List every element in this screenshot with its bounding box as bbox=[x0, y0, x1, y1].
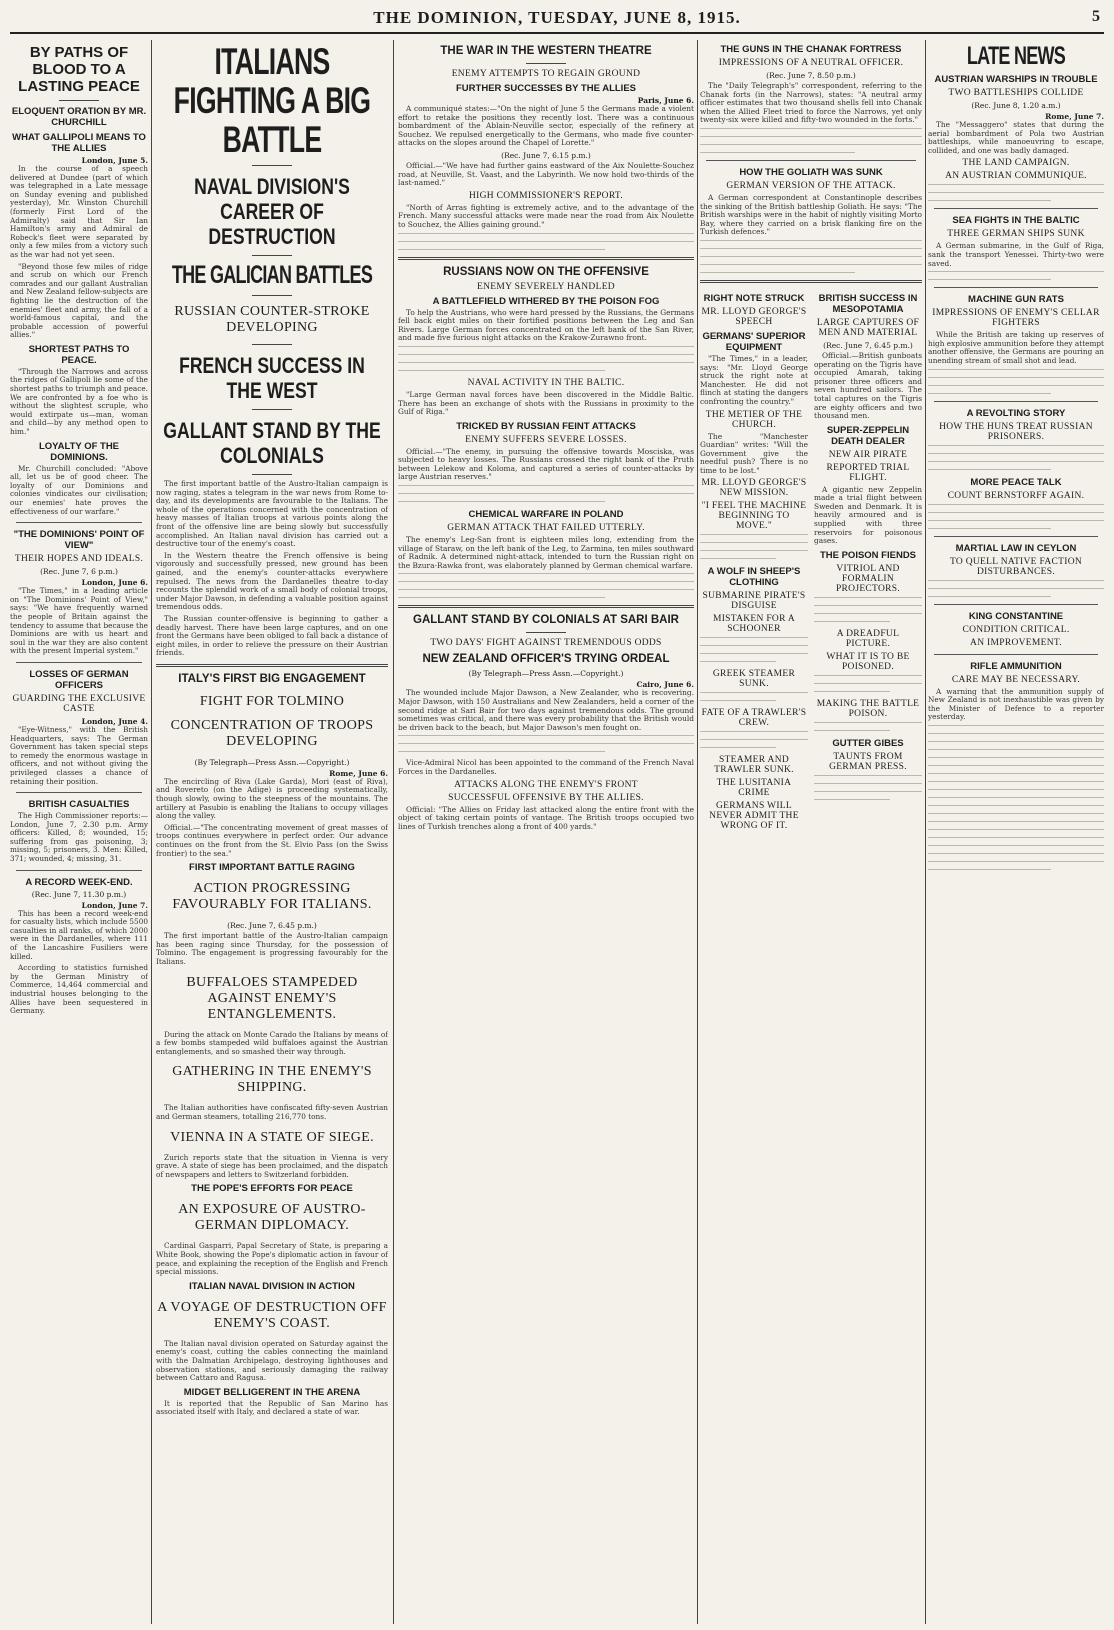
subheading: HIGH COMMISSIONER'S REPORT. bbox=[469, 190, 623, 201]
section-heading: TRICKED BY RUSSIAN FEINT ATTACKS bbox=[456, 420, 636, 432]
received-note: (Rec. June 8, 1.20 a.m.) bbox=[971, 101, 1061, 110]
subheading: MISTAKEN FOR A SCHOONER bbox=[712, 614, 796, 635]
headline: THE GALICIAN BATTLES bbox=[171, 261, 373, 289]
section-heading: LOSSES OF GERMAN OFFICERS bbox=[29, 668, 129, 691]
column-rule bbox=[393, 40, 394, 1624]
column-rule bbox=[925, 40, 926, 1624]
article-paragraph: To help the Austrians, who were hard pressed by the Russians, the Germans fell back eight miles on their fortified positions between the Leg and San Rivers. Large German forces concentrated on the left bank of the San River, and made five furious night attacks on the Krakow-Zurawno front. bbox=[398, 307, 694, 343]
subheading: TAUNTS FROM GERMAN PRESS. bbox=[829, 751, 907, 772]
column-rule bbox=[697, 40, 698, 1624]
subheading: MAKING THE BATTLE POISON. bbox=[816, 698, 920, 719]
subheading: NAVAL ACTIVITY IN THE BALTIC. bbox=[467, 377, 625, 388]
subheading: IMPRESSIONS OF A NEUTRAL OFFICER. bbox=[718, 58, 904, 68]
subheading: VIENNA IN A STATE OF SIEGE. bbox=[170, 1129, 374, 1145]
credit-line: (By Telegraph—Press Assn.—Copyright.) bbox=[468, 669, 624, 679]
article-paragraph: During the attack on Monte Carado the Italians by means of a few bombs stampeded wild buffaloes against the Austrian entanglements, and so smashed their way through. bbox=[156, 1029, 388, 1056]
section-heading: MIDGET BELLIGERENT IN THE ARENA bbox=[183, 1386, 361, 1398]
divider bbox=[700, 280, 922, 283]
section-heading: A BATTLEFIELD WITHERED BY THE POISON FOG bbox=[432, 295, 660, 307]
headline: THE GUNS IN THE CHANAK FORTRESS bbox=[720, 44, 902, 55]
text-filler bbox=[398, 485, 694, 502]
text-filler bbox=[700, 534, 808, 559]
article-paragraph: It is reported that the Republic of San Marino has associated itself with Italy, and declared a state of war. bbox=[156, 1398, 388, 1417]
article-paragraph: A communiqué states:—"On the night of June 5 the Germans made a violent effort to retake the positions they recently lost. There was a continuous bombardment of the Ablain-Neuville sector, especially of the refinery at Souchez. We repulsed energetically to the Germans, who made five counter-attacks on the slopes around the Chapel of Lorette." bbox=[398, 104, 694, 148]
subheading: THE LAND CAMPAIGN. bbox=[962, 158, 1070, 169]
section-heading: "THE DOMINIONS' POINT OF VIEW" bbox=[13, 529, 145, 552]
subheading: ENEMY ATTEMPTS TO REGAIN GROUND bbox=[451, 69, 641, 79]
subheading: ATTACKS ALONG THE ENEMY'S FRONT bbox=[454, 779, 638, 790]
article-paragraph: The Russian counter-offensive is beginning to gather a deadly harvest. There have been large captures, and on one front the Germans have been obliged to fall back a distance of eight miles, in order to relieve the pressure on their Austrian friends. bbox=[156, 613, 388, 658]
subheading: AN EXPOSURE OF AUSTRO-GERMAN DIPLOMACY. bbox=[178, 1202, 366, 1234]
late-news-headline: LATE NEWS bbox=[966, 42, 1066, 70]
text-filler bbox=[398, 735, 694, 752]
subheading: GERMAN VERSION OF THE ATTACK. bbox=[726, 180, 896, 191]
text-filler bbox=[700, 637, 808, 662]
article-paragraph: The "Messaggero" states that during the aerial bombardment of Pola two Austrian battleships, while manoeuvring to escape, collided, and one was badly damaged. bbox=[928, 120, 1104, 155]
subheading: LARGE CAPTURES OF MEN AND MATERIAL bbox=[816, 317, 920, 338]
column-rule bbox=[151, 40, 152, 1624]
section-heading: FURTHER SUCCESSES BY THE ALLIES bbox=[456, 83, 636, 94]
subheading: RUSSIAN COUNTER-STROKE DEVELOPING bbox=[174, 304, 370, 335]
divider bbox=[252, 295, 292, 296]
divider bbox=[706, 160, 916, 161]
subheading: TWO BATTLESHIPS COLLIDE bbox=[948, 88, 1084, 98]
text-filler bbox=[928, 580, 1104, 597]
divider bbox=[526, 63, 566, 64]
divider bbox=[252, 474, 292, 475]
subheading: COUNT BERNSTORFF AGAIN. bbox=[947, 490, 1085, 501]
article-paragraph: "Through the Narrows and across the ridges of Gallipoli lie some of the shortest paths to triumph and peace. We are confronted by a foe who is without the slightest scruple, who would extirpate us—man, woman and child—by any method open to him." bbox=[10, 366, 148, 437]
subheading: THREE GERMAN SHIPS SUNK bbox=[947, 229, 1085, 240]
divider bbox=[526, 632, 566, 633]
dateline: London, June 6. bbox=[81, 578, 148, 588]
text-filler bbox=[928, 184, 1104, 201]
credit-line: (By Telegraph—Press Assn.—Copyright.) bbox=[194, 757, 350, 767]
headline: BRITISH SUCCESS IN MESOPOTAMIA bbox=[818, 292, 918, 315]
subheading: CARE MAY BE NECESSARY. bbox=[951, 674, 1081, 685]
divider bbox=[934, 536, 1098, 537]
headline: MARTIAL LAW IN CEYLON bbox=[955, 542, 1077, 554]
section-heading: BRITISH CASUALTIES bbox=[28, 799, 130, 811]
article-paragraph: A German submarine, in the Gulf of Riga, sank the transport Yenessei. Thirty-two were saved. bbox=[928, 241, 1104, 268]
article-paragraph: The "Manchester Guardian" writes: "Will the Government give the needful push? There is no time to be lost." bbox=[700, 431, 808, 475]
headline: GALLANT STAND BY COLONIALS AT SARI BAIR bbox=[413, 614, 679, 627]
article-paragraph: The first important battle of the Austro-Italian campaign has been raging since Thursday, for the possession of Tolmino. The engagement is progressing favourably for the Italians. bbox=[156, 931, 388, 966]
text-filler bbox=[928, 369, 1104, 394]
article-paragraph: "Beyond those few miles of ridge and scrub on which our French comrades and our gallant Australian and New Zealand fellow-subjects are fighting lie the destruction of the enemies' fleet and army, the fall of a world-famous capital, and the probable accession of powerful allies." bbox=[10, 261, 148, 340]
article-paragraph: "The Times," in a leading article on "The Dominions' Point of View," says: "We have frequently warned the people of Britain against the tendency to assume that because the Dominions are with us heart and soul in the war they are also content with the present Imperial system." bbox=[10, 586, 148, 656]
text-filler bbox=[814, 675, 922, 692]
divider bbox=[16, 792, 142, 793]
subheading: NEW AIR PIRATE bbox=[828, 449, 908, 460]
text-filler bbox=[700, 692, 808, 701]
article-paragraph: In the course of a speech delivered at Dundee (part of which was telegraphed in a Late message on Sunday evening and published yesterday), Mr. Winston Churchill (formerly First Lord of the Admiralty) said that Sir Ian Hamilton's army and Admiral de Robeck's fleet were separated by only a few miles from a victory such as the war had not yet seen. bbox=[10, 164, 148, 259]
subheading: IMPRESSIONS OF ENEMY'S CELLAR FIGHTERS bbox=[932, 308, 1100, 329]
article-paragraph: In the Western theatre the French offensive is being vigorously and successfully pressed, new ground has been gained, and the enemy's counter-attacks everywhere repulsed. The news from the Dardanelles theatre to-day recounts the splendid work of a small body of colonial troops, under Major Dawson, in defending a valuable position against tremendous odds. bbox=[156, 550, 388, 612]
subheading: FIGHT FOR TOLMINO bbox=[199, 693, 345, 709]
headline: A WOLF IN SHEEP'S CLOTHING bbox=[707, 566, 801, 589]
article-paragraph: "North of Arras fighting is extremely active, and to the advantage of the French. Many successful attacks were made near the road from Aix Noulette to Souchez, the Allies gaining ground." bbox=[398, 202, 694, 229]
article-paragraph: Cardinal Gasparri, Papal Secretary of State, is preparing a White Book, showing the Pope's diplomatic action in favour of peace, and explaining the reception of the English and French special missions. bbox=[156, 1241, 388, 1277]
article-paragraph: A warning that the ammunition supply of New Zealand is not inexhaustible was given by the Minister of Defence to a reporter yesterday. bbox=[928, 686, 1104, 722]
received-note: (Rec. June 7, 6.45 p.m.) bbox=[227, 921, 317, 931]
masthead bbox=[10, 6, 1104, 34]
column-4 bbox=[700, 40, 922, 1624]
headline: KING CONSTANTINE bbox=[968, 610, 1064, 622]
subheading: FATE OF A TRAWLER'S CREW. bbox=[701, 708, 807, 729]
headline: MORE PEACE TALK bbox=[970, 476, 1062, 488]
dateline: London, June 4. bbox=[81, 716, 148, 726]
article-paragraph: Zurich reports state that the situation in Vienna is very grave. A state of siege has been proclaimed, and the dispatch of newspapers and letters to Switzerland forbidden. bbox=[156, 1152, 388, 1179]
article-paragraph: The wounded include Major Dawson, a New Zealander, who is recovering. Major Dawson, with 150 Australians and New Zealanders, held a corner of the second ridge at Sari Bair for two days against tremendous odds. The ground sometimes was critical, and there was every probability that the British would be driven back to the beach, but Major Dawson's men fought on. bbox=[398, 688, 694, 732]
headline: FRENCH SUCCESS IN THE WEST bbox=[179, 353, 365, 403]
headline: RIFLE AMMUNITION bbox=[970, 660, 1062, 672]
subcolumn-left bbox=[700, 289, 808, 835]
article-paragraph: Official.—"The enemy, in pursuing the offensive towards Mosciska, was subjected to heavy losses. The Russians crossed the right bank of the Pruth between Lelekow and Koloma, and captured a series of counter-attacks by large Austrian reserves." bbox=[398, 446, 694, 482]
article-paragraph: Official.—British gunboats operating on the Tigris have occupied Amarah, taking prisoner three officers and seven hundred sailors. The total captures on the Tigris are eighty officers and two thousand men. bbox=[814, 350, 922, 421]
masthead-title: THE DOMINION, TUESDAY, JUNE 8, 1915. bbox=[373, 8, 741, 27]
divider bbox=[934, 604, 1098, 605]
subheading: AN IMPROVEMENT. bbox=[970, 637, 1062, 648]
text-filler bbox=[398, 346, 694, 371]
divider bbox=[252, 344, 292, 345]
subheading: STEAMER AND TRAWLER SUNK. bbox=[714, 755, 794, 776]
text-filler bbox=[398, 233, 694, 250]
article-paragraph: A gigantic new Zeppelin made a trial flight between Sweden and Denmark. It is heavily armoured and is supplied with three reservoirs for poisonous gases. bbox=[814, 484, 922, 546]
subheading: ENEMY SUFFERS SEVERE LOSSES. bbox=[465, 434, 627, 445]
dateline: Paris, June 6. bbox=[637, 96, 694, 105]
divider bbox=[16, 522, 142, 523]
subheading: VITRIOL AND FORMALIN PROJECTORS. bbox=[835, 563, 901, 594]
subheading: GERMANS WILL NEVER ADMIT THE WRONG OF IT. bbox=[709, 801, 799, 832]
subheading: MR. LLOYD GEORGE'S NEW MISSION. bbox=[701, 478, 807, 499]
article-paragraph: Vice-Admiral Nicol has been appointed to the command of the French Naval Forces in the Dardanelles. bbox=[398, 758, 694, 776]
main-headline: ITALIANS FIGHTING A BIG BATTLE bbox=[173, 41, 371, 160]
headline: RUSSIANS NOW ON THE OFFENSIVE bbox=[443, 265, 649, 278]
page-number: 5 bbox=[1092, 8, 1100, 25]
headline: THE WAR IN THE WESTERN THEATRE bbox=[440, 45, 652, 57]
article-paragraph: Official.—"The concentrating movement of great masses of troops continues everywhere in perfect order. Our advance continues on the front from the St. Elvio Pass (on the Swiss frontier) to the sea." bbox=[156, 822, 388, 858]
subheadline: ELOQUENT ORATION BY MR. CHURCHILL bbox=[11, 106, 147, 128]
article-paragraph: Official: "The Allies on Friday last attacked along the entire front with the object of taking certain points of vantage. The British troops occupied two lines of Turkish trenches along a front of 400 yards." bbox=[398, 804, 694, 831]
article-paragraph: The encircling of Riva (Lake Garda), Mori (east of Riva), and Rovereto (on the Adige) is proceeding systematically, though slowly, owing to the steepness of the mountains. The artillery at Pasubio is enabling the Italians to occupy villages along the valley. bbox=[156, 776, 388, 821]
subheading: SUBMARINE PIRATE'S DISGUISE bbox=[702, 591, 806, 612]
subheading: HOW THE HUNS TREAT RUSSIAN PRISONERS. bbox=[939, 421, 1093, 442]
divider bbox=[398, 605, 694, 608]
subheading: GERMAN ATTACK THAT FAILED UTTERLY. bbox=[447, 523, 645, 534]
dateline: London, June 5. bbox=[81, 156, 148, 165]
divider bbox=[16, 870, 142, 871]
subcolumn-right bbox=[814, 289, 922, 835]
text-filler bbox=[814, 775, 922, 800]
divider bbox=[59, 100, 99, 101]
section-heading: THE POPE'S EFFORTS FOR PEACE bbox=[191, 1183, 353, 1195]
section-heading: CHEMICAL WARFARE IN POLAND bbox=[468, 509, 624, 521]
subheading: CONCENTRATION OF TROOPS DEVELOPING bbox=[170, 717, 374, 749]
subheading: "I FEEL THE MACHINE BEGINNING TO MOVE." bbox=[701, 501, 807, 532]
divider bbox=[398, 257, 694, 260]
subheading: THE METIER OF THE CHURCH. bbox=[705, 409, 803, 430]
text-filler bbox=[814, 722, 922, 731]
divider bbox=[156, 664, 388, 667]
article-paragraph: This has been a record week-end for casualty lists, which include 5500 casualties in all ranks, of which 2000 were in the Dardanelles, where 111 of the Lancashire Fusiliers were killed. bbox=[10, 908, 148, 961]
subheading: THE LUSITANIA CRIME bbox=[716, 778, 792, 799]
divider bbox=[16, 662, 142, 663]
article-paragraph: According to statistics furnished by the German Ministry of Commerce, 14,464 commercial and industrial houses belonging to the Allies have been sequestered in Germany. bbox=[10, 963, 148, 1016]
subheading: WHAT IT IS TO BE POISONED. bbox=[826, 651, 910, 672]
received-note: (Rec. June 7, 8.50 p.m.) bbox=[766, 71, 856, 80]
text-filler bbox=[700, 128, 922, 153]
section-heading: GERMANS' SUPERIOR EQUIPMENT bbox=[702, 330, 806, 353]
divider bbox=[934, 401, 1098, 402]
section-heading: FIRST IMPORTANT BATTLE RAGING bbox=[189, 862, 355, 874]
article-paragraph: The Italian authorities have confiscated fifty-seven Austrian and German steamers, totalling 216,770 tons. bbox=[156, 1103, 388, 1121]
section-heading: ITALIAN NAVAL DIVISION IN ACTION bbox=[189, 1280, 355, 1292]
dateline: Rome, June 7. bbox=[1045, 112, 1104, 121]
text-filler bbox=[928, 445, 1104, 470]
side-heading: SHORTEST PATHS TO PEACE. bbox=[28, 343, 130, 366]
headline: THE POISON FIENDS bbox=[819, 549, 917, 561]
subheading: ACTION PROGRESSING FAVOURABLY FOR ITALIANS. bbox=[172, 881, 372, 913]
text-filler bbox=[398, 573, 694, 598]
divider bbox=[252, 409, 292, 410]
subheading: CONDITION CRITICAL. bbox=[962, 624, 1070, 635]
received-note: (Rec. June 7, 6.15 p.m.) bbox=[501, 150, 591, 160]
subheading: BUFFALOES STAMPEDED AGAINST ENEMY'S ENTANGLEMENTS. bbox=[186, 974, 358, 1022]
article-paragraph: A German correspondent at Constantinople describes the sinking of the British battleship Goliath. He says: "The British warships were in the habit of nightly visiting Morto Bay, where they carried on a brisk flanking fire on the Turkish defences." bbox=[700, 192, 922, 237]
article-paragraph: "Large German naval forces have been discovered in the Middle Baltic. There has been an exchange of shots with the Russians in proximity to the Gulf of Riga." bbox=[398, 389, 694, 417]
subheading: GREEK STEAMER SUNK. bbox=[712, 669, 796, 690]
divider bbox=[252, 165, 292, 166]
headline: BY PATHS OF BLOOD TO A LASTING PEACE bbox=[18, 44, 140, 95]
text-filler bbox=[928, 271, 1104, 280]
article-paragraph: The High Commissioner reports:—London, June 7, 2.30 p.m. Army officers: Killed, 8; wounded, 15; suffering from gas poisoning, 3; missing, 5; prisoners, 3. Men: Killed, 371; wounded, 4; missing, 31. bbox=[10, 811, 148, 864]
article-paragraph: "The Times," in a leader, says: "Mr. Lloyd George struck the right note at Manchester. He did not flinch at stating the dangers confronting the country." bbox=[700, 353, 808, 406]
article-paragraph: The enemy's Leg-San front is eighteen miles long, extending from the village of Staraw, on the left bank of the Leg, to Zarmina, ten miles southward of Radnik. A determined night-attack, intended to turn the Russian right on the Bzura-Rawka front, was elaborately planned by German chemical warfare. bbox=[398, 535, 694, 570]
received-note: (Rec. June 7, 11.30 p.m.) bbox=[31, 889, 127, 899]
subheading: ENEMY SEVERELY HANDLED bbox=[477, 281, 615, 292]
article-paragraph: Mr. Churchill concluded: "Above all, let us be of good cheer. The loyalty of our Dominions and colonies vindicates our civilisation; our enemies' hate proves the effectiveness of our warfare." bbox=[10, 463, 148, 516]
headline: AUSTRIAN WARSHIPS IN TROUBLE bbox=[934, 74, 1098, 85]
column-5 bbox=[928, 40, 1104, 1624]
dateline: Cairo, June 6. bbox=[636, 680, 694, 690]
article-paragraph: The first important battle of the Austro-Italian campaign is now raging, states a telegram in the war news from Rome to-day, and its developments are favourable to the Italians. The whole of the operations concerned with the concentration of heavy masses of Italian troops at various points along the front of the offensive line are being slowly but successfully accomplished. An Italian naval division has carried out a destructive tour of the enemy's coast. bbox=[156, 479, 388, 549]
article-paragraph: While the British are taking up reserves of high explosive ammunition before they attempt another offensive, the Germans are pouring an unending stream of small shot and lead. bbox=[928, 330, 1104, 365]
text-filler bbox=[814, 597, 922, 622]
section-heading: A RECORD WEEK-END. bbox=[25, 876, 133, 888]
headline: SUPER-ZEPPELIN DEATH DEALER bbox=[826, 424, 910, 447]
subheading: GATHERING IN THE ENEMY'S SHIPPING. bbox=[172, 1064, 372, 1096]
section-heading: ITALY'S FIRST BIG ENGAGEMENT bbox=[178, 672, 366, 685]
headline: NEW ZEALAND OFFICER'S TRYING ORDEAL bbox=[422, 653, 670, 666]
article-paragraph: The Italian naval division operated on Saturday against the enemy's coast, cutting the cables connecting the mainland with the Dalmatian Archipelago, destroying lighthouses and observation stations, and seriously damaging the railway between Cattaro and Ragusa. bbox=[156, 1338, 388, 1383]
subheading: TO QUELL NATIVE FACTION DISTURBANCES. bbox=[949, 556, 1083, 577]
headline: NAVAL DIVISION'S CAREER OF DESTRUCTION bbox=[194, 174, 350, 249]
received-note: (Rec. June 7, 6.45 p.m.) bbox=[823, 340, 913, 350]
headline: GALLANT STAND BY THE COLONIALS bbox=[163, 418, 381, 468]
column-3 bbox=[398, 40, 694, 1624]
column-2 bbox=[156, 40, 388, 1624]
side-heading: LOYALTY OF THE DOMINIONS. bbox=[38, 440, 120, 463]
article-paragraph: Official.—"We have had further gains eastward of the Aix Noulette-Souchez road, at Neuville, St. Vaast, and the Labyrinth. We now hold two-thirds of the last-named." bbox=[398, 160, 694, 188]
article-paragraph: "Eye-Witness," with the British Headquarters, says: The German Government has taken special steps to remedy the enormous wastage in officers, and not without giving the privileged classes a chance of retaining their position. bbox=[10, 724, 148, 786]
column-1 bbox=[10, 40, 148, 1624]
divider bbox=[252, 255, 292, 256]
section-heading: WHAT GALLIPOLI MEANS TO THE ALLIES bbox=[12, 132, 146, 154]
subheading: THEIR HOPES AND IDEALS. bbox=[14, 554, 144, 565]
article-paragraph: The "Daily Telegraph's" correspondent, referring to the Chanak forts (in the Narrows), states: "A neutral army officer estimates that two thousand shells fell into Chanak when the Allied Fleet tried to force the Narrows, yet only twenty-six were killed and fifty-two wounded in the forts." bbox=[700, 81, 922, 125]
headline: A REVOLTING STORY bbox=[966, 407, 1066, 419]
text-filler bbox=[928, 725, 1104, 870]
dateline: Rome, June 6. bbox=[329, 768, 388, 778]
subheading: TWO DAYS' FIGHT AGAINST TREMENDOUS ODDS bbox=[430, 638, 662, 649]
divider bbox=[934, 654, 1098, 655]
text-filler bbox=[700, 731, 808, 748]
subheading: MR. LLOYD GEORGE'S SPEECH bbox=[701, 306, 807, 327]
text-filler bbox=[928, 504, 1104, 529]
text-filler bbox=[700, 240, 922, 273]
split-columns bbox=[700, 289, 922, 835]
divider bbox=[934, 208, 1098, 209]
divider bbox=[934, 287, 1098, 288]
subheading: A VOYAGE OF DESTRUCTION OFF ENEMY'S COAST. bbox=[157, 1299, 387, 1331]
received-note: (Rec. June 7, 6 p.m.) bbox=[40, 567, 118, 577]
subheading: REPORTED TRIAL FLIGHT. bbox=[826, 462, 910, 483]
subheading: AN AUSTRIAN COMMUNIQUE. bbox=[945, 171, 1087, 182]
headline: RIGHT NOTE STRUCK bbox=[703, 292, 805, 304]
headline: SEA FIGHTS IN THE BALTIC bbox=[952, 215, 1080, 227]
headline: HOW THE GOLIATH WAS SUNK bbox=[739, 166, 883, 178]
subheading: GUARDING THE EXCLUSIVE CASTE bbox=[12, 693, 146, 714]
subheading: SUCCESSFUL OFFENSIVE BY THE ALLIES. bbox=[448, 792, 644, 803]
dateline: London, June 7. bbox=[81, 900, 148, 910]
headline: MACHINE GUN RATS bbox=[968, 294, 1064, 306]
headline: GUTTER GIBES bbox=[832, 737, 904, 749]
subheading: A DREADFUL PICTURE. bbox=[836, 628, 900, 649]
